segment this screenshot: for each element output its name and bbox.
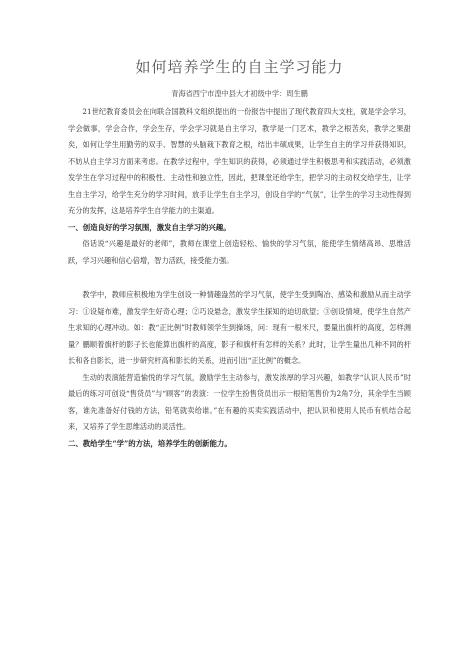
author-line: 青海省西宁市湟中县大才初级中学：周生鹏: [171, 89, 308, 98]
document-title: 如何培养学生的自主学习能力: [135, 58, 344, 76]
interest-paragraph: 俗话说“兴趣是最好的老师”，教师在课堂上创造轻松、愉快的学习气氛，能使学生情绪高昂、思维活跃，学习兴趣和信心倍增，智力活跃，接受能力强。: [68, 239, 411, 265]
section-heading-2: 二、教给学生“学”的方法，培养学生的创新能力。: [68, 438, 232, 448]
performance-paragraph: 生动的表演能营造愉悦的学习气氛，激励学生主动参与，激发浓厚的学习兴趣，如教学“认识人民币”时最后的练习可创设“售货员”与“顾客”的表演：一位学生扮售货员出示一根铅笔售价为2角7分，其余学生当顾客，谁先准备好付钱的方法，铅笔就卖给谁。”在有趣的买卖实践活动中，把认识和使用人民币有机结合起来，又培养了学生思维活动的灵活性。: [68, 372, 411, 431]
paragraph-spacer: [68, 269, 411, 287]
atmosphere-paragraph: 教学中，教师应积极地为学生创设一种情趣盎然的学习气氛，使学生受到陶冶、感染和激励从而主动学习：①设疑布难，激发学生好奇心理；②巧设悬念，激发学生探知的迫切欲望；③创设情境，使学生自然产生求知的心理冲动。如：教“正比例”时教师领学生到操场，问：现有一根米尺，要量出旗杆的高度，怎样测量？鹏顺着旗杆的影子长也能算出旗杆的高度，影子和旗杆有怎样的关系？此时，让学生量出几种不同的杆长和各自影长，进一步研究杆高和影长的关系，进而引出“正比例”的概念。: [68, 290, 411, 365]
section-heading-1: 一、创造良好的学习氛围，激发自主学习的兴趣。: [68, 222, 231, 232]
intro-paragraph: 21世纪教育委员会在向联合国教科文组织提出的一份报告中提出了现代教育四大支柱，就是学会学习，学会做事，学会合作，学会生存，学会学习就是自主学习，教学是一门艺术，教学之根苦矣，教学之果甜矣，如何让学生用勤劳的双手、智慧的头脑栽下教育之根，结出丰硕成果，让学生自主的学习并获得知识，不妨从自主学习方面来考虑。在教学过程中，学生知识的获得，必须通过学生积极思考和实践活动，必须激发学生在学习过程中的积极性、主动性和独立性，因此，把课堂还给学生，把学习的主动权交给学生，让学生自主学习，给学生充分的学习时间，放手让学生自主学习，创设自学的“气氛”，让学生的学习主动性得到充分的发挥，这是培养学生自学能力的主渠道。: [68, 107, 411, 215]
